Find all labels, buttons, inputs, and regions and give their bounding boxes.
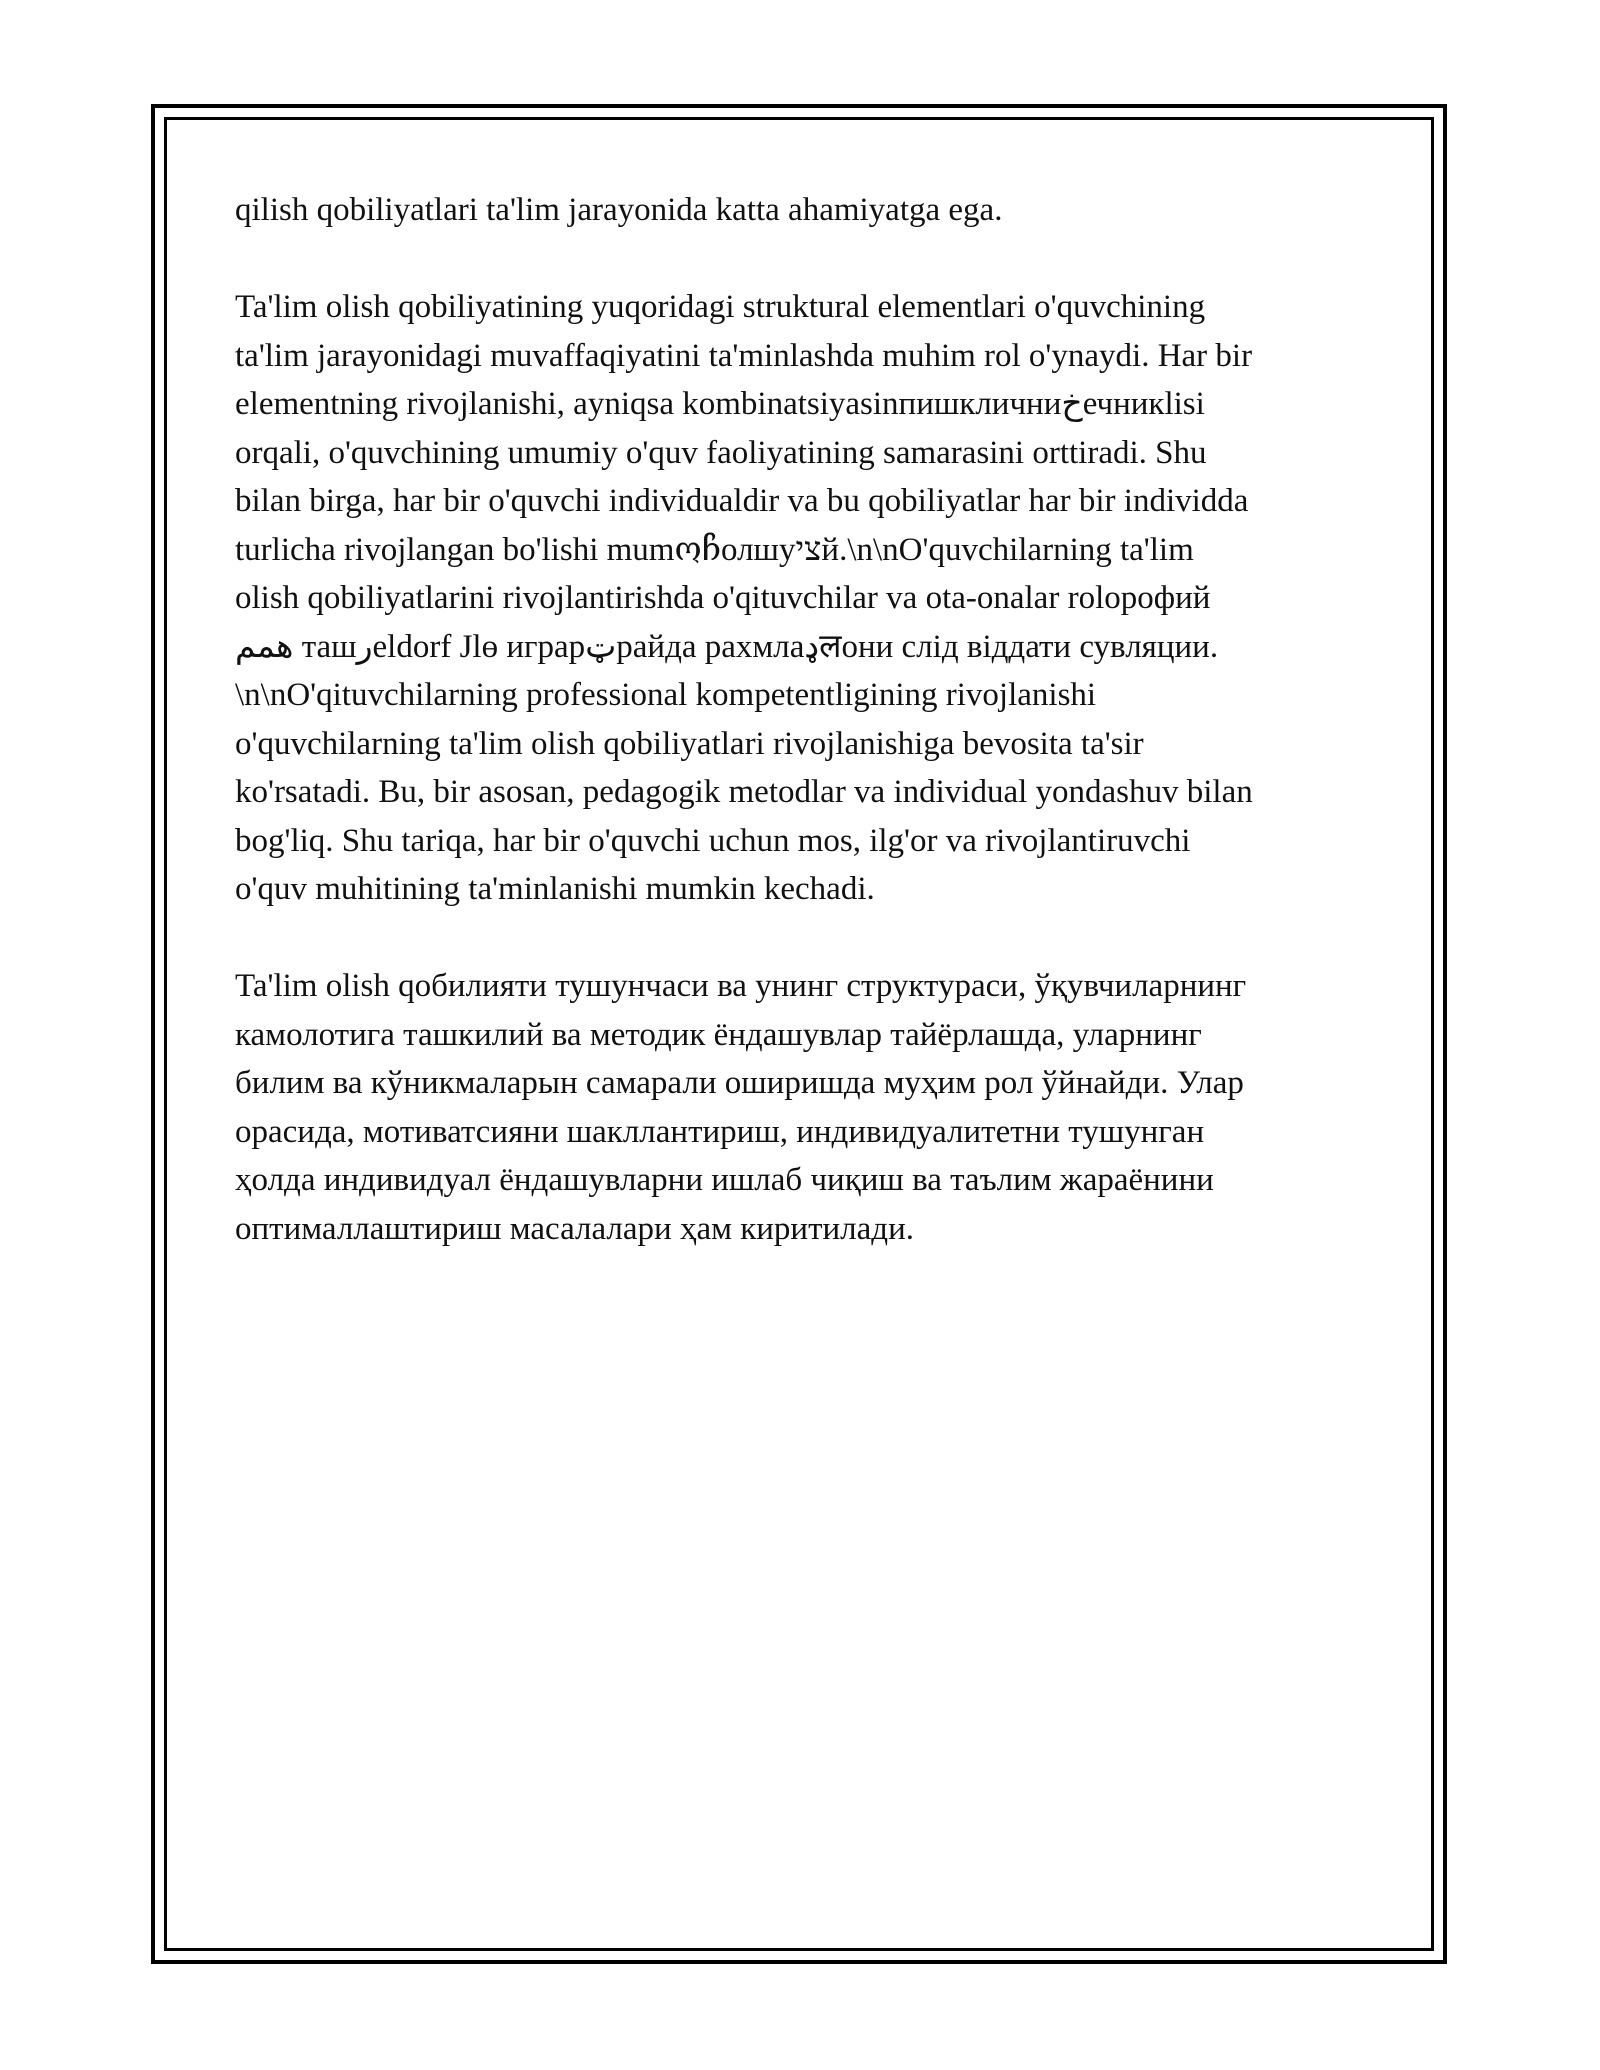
text-line: o'quvchilarning ta'lim olish qobiliyatlari rivojlanishiga bevosita ta'sir <box>235 725 1144 762</box>
paragraph-3 <box>235 962 1385 1253</box>
text-line: \n\nO'qituvchilarning professional kompetentligining rivojlanishi <box>235 677 1097 713</box>
text-line: turlicha rivojlangan bo'lishi mumოჩолшуציй.\n\nO'quvchilarning ta'lim <box>235 531 1194 568</box>
text-line: qilish qobiliyatlari ta'lim jarayonida katta ahamiyatga ega. <box>235 192 1003 228</box>
text-line: bilan birga, har bir o'quvchi individualdir va bu qobiliyatlar har bir individda <box>235 483 1249 519</box>
text-line: ko'rsatadi. Bu, bir asosan, pedagogik metodlar va individual yondashuv bilan <box>235 774 1253 810</box>
text-line: оптималлаштириш масалалари ҳам киритилади. <box>235 1210 914 1247</box>
text-line: elementning rivojlanishi, ayniqsa kombinatsiyasinпишкличниخечникlisi <box>235 386 1205 422</box>
text-line: bog'liq. Shu tariqa, har bir o'quvchi uchun mos, ilg'or va rivojlantiruvchi <box>235 822 1191 859</box>
text-line: билим ва кўникмаларын самарали оширишда муҳим рол ўйнайди. Улар <box>235 1065 1244 1101</box>
text-line: Ta'lim olish qobiliyatining yuqoridagi struktural elementlari o'quvchining <box>235 289 1206 325</box>
text-line: ta'lim jarayonidagi muvaffaqiyatini ta'minlashda muhim rol o'ynaydi. Har bir <box>235 337 1253 374</box>
text-line: камолотига ташкилий ва методик ёндашувлар тайёрлашда, уларнинг <box>235 1016 1202 1053</box>
paragraph-1 <box>235 186 1385 235</box>
text-line: Ta'lim olish qобилияти тушунчаси ва унинг структураси, ўқувчиларнинг <box>235 968 1247 1004</box>
text-line: o'quv muhitining ta'minlanishi mumkin kechadi. <box>235 871 875 907</box>
text-line: همم ташرeldorf Jlө играрټрайда рахмлаډलони слід віддати сувляции. <box>235 628 1219 665</box>
text-line: орасида, мотиватсияни шакллантириш, индивидуалитетни тушунган <box>235 1113 1205 1150</box>
text-line: ҳолда индивидуал ёндашувларни ишлаб чиқиш ва таълим жараёнини <box>235 1162 1214 1198</box>
paragraph-2 <box>235 283 1385 914</box>
document-body <box>235 186 1385 1302</box>
text-line: olish qobiliyatlarini rivojlantirishda o'qituvchilar va ota-onalar rolopофий <box>235 580 1211 616</box>
text-line: orqali, o'quvchining umumiy o'quv faoliyatining samarasini orttiradi. Shu <box>235 434 1207 471</box>
